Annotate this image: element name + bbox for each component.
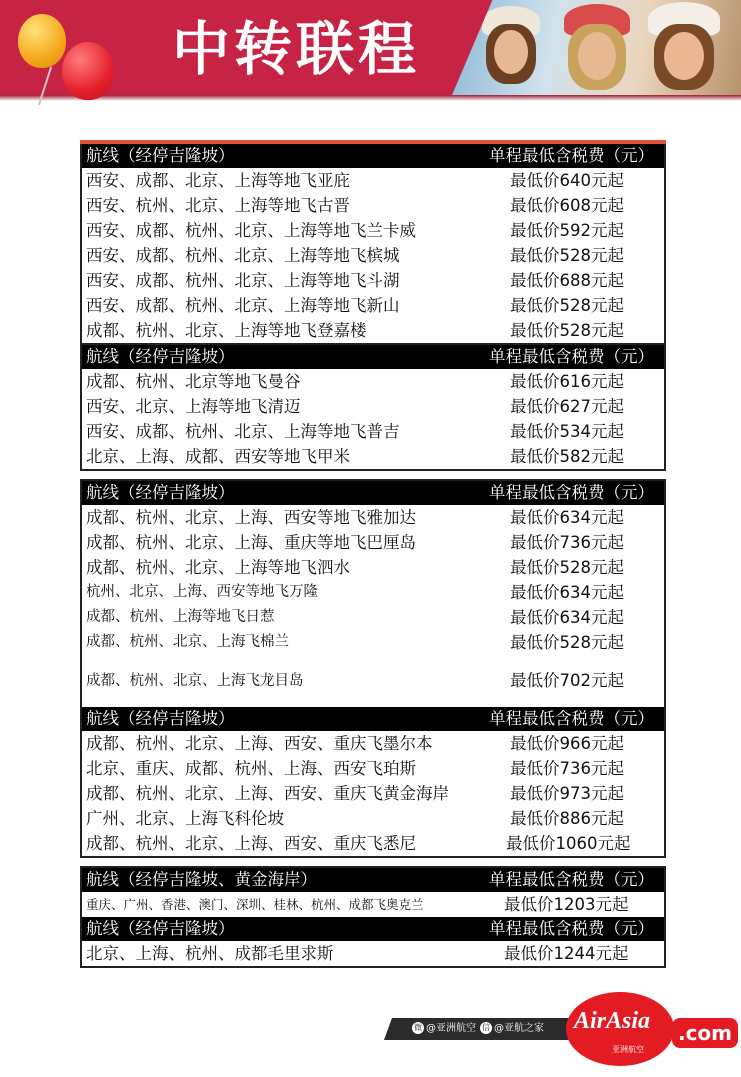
price-cell: 最低价582元起 (510, 447, 624, 466)
route-cell: 成都、杭州、北京、上海、西安等地飞雅加达 (86, 508, 416, 527)
header-route-label: 航线（经停吉隆坡） (86, 919, 235, 938)
table-row (82, 268, 664, 293)
airasia-logo-text: AirAsia (574, 1008, 651, 1034)
price-cell: 最低价886元起 (510, 809, 624, 828)
table-row (82, 369, 664, 394)
table-row (82, 892, 664, 917)
table-row (82, 781, 664, 806)
yellow-balloon-icon (18, 14, 66, 68)
price-cell: 最低价736元起 (510, 533, 624, 552)
route-cell: 西安、成都、杭州、北京、上海等地飞斗湖 (86, 271, 400, 290)
weibo-label: @亚洲航空 (426, 1023, 476, 1034)
banner-shadow (0, 95, 741, 101)
route-cell: 西安、成都、杭州、北京、上海等地飞新山 (86, 296, 400, 315)
section-header (82, 345, 664, 369)
header-price-label: 单程最低含税费（元） (489, 483, 654, 502)
route-cell: 北京、重庆、成都、杭州、上海、西安飞珀斯 (86, 759, 416, 778)
price-cell: 最低价688元起 (510, 271, 624, 290)
section-header (82, 144, 664, 168)
route-cell: 北京、上海、杭州、成都毛里求斯 (86, 944, 334, 963)
price-cell: 最低价627元起 (510, 397, 624, 416)
price-cell: 最低价608元起 (510, 196, 624, 215)
price-cell: 最低价528元起 (510, 246, 624, 265)
header-route-label: 航线（经停吉隆坡） (86, 146, 235, 165)
route-cell: 广州、北京、上海飞科伦坡 (86, 809, 284, 828)
price-cell: 最低价1203元起 (504, 895, 629, 914)
table-row (82, 630, 664, 655)
price-cell: 最低价966元起 (510, 734, 624, 753)
price-cell: 最低价736元起 (510, 759, 624, 778)
section-header (82, 868, 664, 892)
header-price-label: 单程最低含税费（元） (489, 870, 654, 889)
route-section-5 (80, 866, 666, 919)
route-section-2 (80, 345, 666, 471)
section-header (82, 917, 664, 941)
price-cell: 最低价1060元起 (506, 834, 631, 853)
table-row (82, 941, 664, 966)
header-price-label: 单程最低含税费（元） (489, 146, 654, 165)
route-section-6 (80, 917, 666, 968)
route-cell: 成都、杭州、北京等地飞曼谷 (86, 372, 301, 391)
table-row (82, 419, 664, 444)
price-cell: 最低价640元起 (510, 171, 624, 190)
route-cell: 成都、杭州、北京、上海、西安、重庆飞悉尼 (86, 834, 416, 853)
table-row (82, 555, 664, 580)
price-cell: 最低价528元起 (510, 633, 624, 652)
table-row (82, 831, 664, 856)
page-title: 中转联程 (172, 15, 421, 83)
route-section-3 (80, 479, 666, 709)
price-cell: 最低价973元起 (510, 784, 624, 803)
route-cell: 成都、杭州、北京、上海、西安、重庆飞黄金海岸 (86, 784, 449, 803)
wechat-icon: 信 (482, 1023, 490, 1032)
table-row (82, 168, 664, 193)
section-header (82, 707, 664, 731)
route-cell: 西安、成都、北京、上海等地飞亚庇 (86, 171, 350, 190)
price-cell: 最低价1244元起 (504, 944, 629, 963)
weibo-handle[interactable] (412, 1019, 476, 1039)
header-route-label: 航线（经停吉隆坡） (86, 347, 235, 366)
price-cell: 最低价634元起 (510, 583, 624, 602)
header-route-label: 航线（经停吉隆坡） (86, 483, 235, 502)
price-cell: 最低价528元起 (510, 296, 624, 315)
table-row (82, 505, 664, 530)
table-row (82, 756, 664, 781)
route-cell: 成都、杭州、北京、上海、重庆等地飞巴厘岛 (86, 533, 416, 552)
table-row (82, 293, 664, 318)
route-cell: 西安、北京、上海等地飞清迈 (86, 397, 301, 416)
table-row (82, 605, 664, 630)
route-cell: 成都、杭州、北京、上海飞龙目岛 (86, 673, 304, 689)
wechat-label: @亚航之家 (494, 1023, 544, 1034)
promo-photo (452, 0, 741, 95)
table-row (82, 444, 664, 469)
table-row (82, 580, 664, 605)
table-row (82, 530, 664, 555)
table-row (82, 218, 664, 243)
table-row (82, 655, 664, 707)
route-cell: 成都、杭州、上海等地飞日惹 (86, 609, 275, 625)
route-section-1 (80, 144, 666, 345)
route-cell: 西安、成都、杭州、北京、上海等地飞兰卡威 (86, 221, 416, 240)
weibo-icon: 微 (414, 1023, 422, 1032)
wechat-handle[interactable] (480, 1019, 544, 1039)
table-row (82, 806, 664, 831)
header-route-label: 航线（经停吉隆坡） (86, 709, 235, 728)
route-cell: 杭州、北京、上海、西安等地飞万隆 (86, 584, 318, 600)
route-cell: 重庆、广州、香港、澳门、深圳、桂林、杭州、成都飞奥克兰 (86, 897, 424, 912)
route-cell: 成都、杭州、北京、上海、西安、重庆飞墨尔本 (86, 734, 433, 753)
table-row (82, 731, 664, 756)
header-route-label: 航线（经停吉隆坡、黄金海岸） (86, 870, 317, 889)
route-cell: 成都、杭州、北京、上海等地飞登嘉楼 (86, 321, 367, 340)
table-row (82, 318, 664, 343)
price-cell: 最低价528元起 (510, 321, 624, 340)
red-balloon-icon (62, 42, 114, 100)
route-cell: 西安、成都、杭州、北京、上海等地飞槟城 (86, 246, 400, 265)
header-price-label: 单程最低含税费（元） (489, 709, 654, 728)
price-cell: 最低价634元起 (510, 508, 624, 527)
route-cell: 西安、杭州、北京、上海等地飞古晋 (86, 196, 350, 215)
table-row (82, 394, 664, 419)
price-cell: 最低价634元起 (510, 608, 624, 627)
airasia-com-badge[interactable]: .com (672, 1018, 738, 1048)
table-row (82, 243, 664, 268)
price-cell: 最低价528元起 (510, 558, 624, 577)
route-cell: 成都、杭州、北京、上海飞棉兰 (86, 634, 289, 650)
price-cell: 最低价592元起 (510, 221, 624, 240)
table-row (82, 193, 664, 218)
price-cell: 最低价534元起 (510, 422, 624, 441)
price-cell: 最低价702元起 (510, 671, 624, 690)
route-cell: 北京、上海、成都、西安等地飞甲米 (86, 447, 350, 466)
route-section-4 (80, 707, 666, 858)
price-cell: 最低价616元起 (510, 372, 624, 391)
header-price-label: 单程最低含税费（元） (489, 347, 654, 366)
route-cell: 西安、成都、杭州、北京、上海等地飞普吉 (86, 422, 400, 441)
header-price-label: 单程最低含税费（元） (489, 919, 654, 938)
section-header (82, 481, 664, 505)
airasia-logo-subtitle: 亚洲航空 (612, 1045, 644, 1054)
route-cell: 成都、杭州、北京、上海等地飞泗水 (86, 558, 350, 577)
